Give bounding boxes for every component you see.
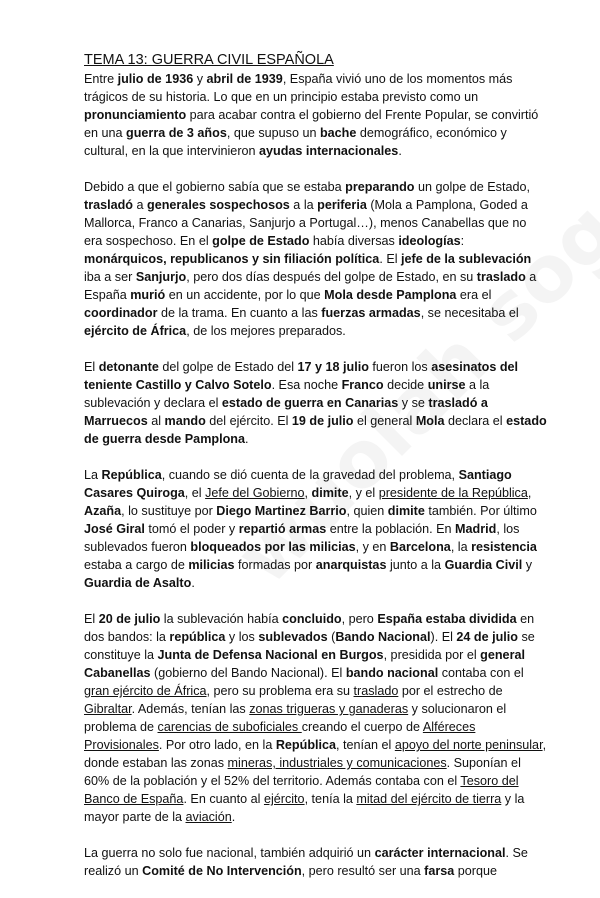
bold-text: estado de guerra desde Pamplona — [84, 414, 547, 446]
text-run: , pero dos días después del golpe de Estado, en su — [186, 270, 477, 284]
text-run: porque — [454, 864, 497, 878]
bold-text: 19 de julio — [291, 414, 354, 428]
bold-text: fuerzas armadas — [321, 306, 421, 320]
bold-text: golpe de Estado — [212, 234, 310, 248]
bold-text: Madrid — [455, 522, 497, 536]
text-run: tomó el poder y — [144, 522, 239, 536]
text-run: iba a ser — [84, 270, 136, 284]
text-run: , que supuso un — [226, 126, 320, 140]
text-run: , el — [184, 486, 206, 500]
underlined-text: Jefe del Gobierno — [205, 486, 305, 500]
text-run: formadas por — [234, 558, 316, 572]
bold-text: Guardia Civil — [444, 558, 523, 572]
text-run: , — [527, 486, 532, 500]
text-run: . El — [379, 252, 402, 266]
bold-text: República — [101, 468, 162, 482]
text-run: a — [133, 198, 148, 212]
text-run: y solucionaron el problema de — [84, 702, 507, 734]
text-run: Entre — [84, 72, 118, 86]
underlined-text: traslado — [353, 684, 399, 698]
text-run: demográfico, económico y cultural, en la que intervinieron — [84, 126, 507, 158]
bold-text: república — [169, 630, 226, 644]
text-run: , España vivió uno de los momentos más trágicos de su historia. Lo que en un principio estaba previsto como un — [84, 72, 513, 104]
underlined-text: zonas trigueras y ganaderas — [249, 702, 409, 716]
bold-text: ayudas internacionales — [259, 144, 399, 158]
bold-text: unirse — [427, 378, 466, 392]
bold-text: trasladó a Marruecos — [84, 396, 488, 428]
text-run: , y el — [348, 486, 379, 500]
underlined-text: gran ejército de África — [84, 684, 207, 698]
text-run: , de los mejores preparados. — [186, 324, 346, 338]
text-run: ). El — [430, 630, 457, 644]
bold-text: repartió armas — [238, 522, 327, 536]
text-run: también. Por último — [424, 504, 537, 518]
underlined-text: Tesoro del Banco de España — [84, 774, 519, 806]
text-run: (gobierno del Bando Nacional). El — [150, 666, 346, 680]
text-run: . — [398, 144, 402, 158]
bold-text: concluido — [282, 612, 342, 626]
text-run: La guerra no solo fue nacional, también adquirió un — [84, 846, 375, 860]
bold-text: resistencia — [471, 540, 537, 554]
bold-text: anarquistas — [315, 558, 387, 572]
bold-text: bache — [319, 126, 357, 140]
bold-text: Azaña — [84, 504, 122, 518]
bold-text: preparando — [345, 180, 415, 194]
bold-text: 24 de julio — [456, 630, 518, 644]
text-run: estaba a cargo de — [84, 558, 189, 572]
text-run: . — [191, 576, 195, 590]
text-run: , la — [450, 540, 472, 554]
bold-text: ejército de África — [84, 324, 187, 338]
text-run: y la mayor parte de la — [84, 792, 525, 824]
bold-text: carácter internacional — [374, 846, 506, 860]
text-run: declara el — [444, 414, 507, 428]
underlined-text: presidente de la República — [378, 486, 528, 500]
text-run: , donde estaban las zonas — [84, 738, 547, 770]
underlined-text: apoyo del norte peninsular — [394, 738, 543, 752]
underlined-text: Gibraltar — [84, 702, 132, 716]
text-run: , y en — [355, 540, 390, 554]
bold-text: generales sospechosos — [147, 198, 290, 212]
bold-text: abril de 1939 — [206, 72, 283, 86]
text-run: . Esa noche — [271, 378, 342, 392]
paragraph — [84, 466, 548, 592]
text-run: y se — [398, 396, 429, 410]
bold-text: murió — [130, 288, 166, 302]
text-run: , presidida por el — [383, 648, 481, 662]
bold-text: 17 y 18 julio — [297, 360, 369, 374]
paragraph — [84, 610, 548, 826]
bold-text: pronunciamiento — [84, 108, 187, 122]
bold-text: trasladó — [84, 198, 133, 212]
bold-text: coordinador — [84, 306, 158, 320]
bold-text: periferia — [317, 198, 367, 212]
text-run: entre la población. En — [326, 522, 456, 536]
text-run: el general — [353, 414, 416, 428]
text-run: y — [522, 558, 533, 572]
bold-text: España estaba dividida — [377, 612, 517, 626]
bold-text: ideologías — [398, 234, 461, 248]
bold-text: 20 de julio — [98, 612, 161, 626]
text-run: . — [244, 432, 249, 446]
bold-text: Diego Martinez Barrio — [216, 504, 347, 518]
bold-text: Franco — [341, 378, 384, 392]
underlined-text: aviación — [185, 810, 232, 824]
text-run: . Además, tenían las — [131, 702, 250, 716]
bold-text: dimite — [387, 504, 425, 518]
text-run: , pero — [341, 612, 378, 626]
text-run: decide — [383, 378, 428, 392]
text-run: , lo sustituye por — [121, 504, 217, 518]
text-run: en dos bandos: la — [84, 612, 535, 644]
paragraph — [84, 70, 548, 160]
bold-text: dimite — [311, 486, 349, 500]
text-run: había diversas — [309, 234, 399, 248]
text-run: ( — [327, 630, 336, 644]
text-run: , quien — [346, 504, 388, 518]
text-run: por el estrecho de — [398, 684, 503, 698]
text-run: . En cuanto al — [183, 792, 264, 806]
text-run: contaba con el — [438, 666, 524, 680]
text-run: del ejército. El — [205, 414, 292, 428]
text-run: de la trama. En cuanto a las — [157, 306, 322, 320]
bold-text: Barcelona — [389, 540, 451, 554]
bold-text: general Cabanellas — [84, 648, 525, 680]
bold-text: monárquicos, republicanos y sin filiación política — [84, 252, 380, 266]
text-run: : — [460, 234, 465, 248]
bold-text: sublevados — [258, 630, 328, 644]
bold-text: Santiago Casares Quiroga — [84, 468, 512, 500]
document-title: TEMA 13: GUERRA CIVIL ESPAÑOLA — [84, 52, 334, 68]
bold-text: asesinatos del teniente Castillo y Calvo Sotelo — [84, 360, 519, 392]
text-run: , pero resultó ser una — [301, 864, 425, 878]
bold-text: estado de guerra en Canarias — [221, 396, 399, 410]
bold-text: jefe de la sublevación — [401, 252, 532, 266]
bold-text: Mola — [415, 414, 445, 428]
text-run: , se necesitaba el — [420, 306, 519, 320]
bold-text: milicias — [188, 558, 235, 572]
bold-text: Sanjurjo — [135, 270, 187, 284]
underlined-text: carencias de suboficiales — [157, 720, 302, 734]
text-run: y los — [225, 630, 259, 644]
text-run: junto a la — [386, 558, 445, 572]
bold-text: guerra de 3 años — [126, 126, 227, 140]
text-run: . Se realizó un — [84, 846, 528, 878]
bold-text: bloqueados por las milicias — [190, 540, 356, 554]
text-run: (Mola a Pamplona, Goded a Mallorca, Franco a Canarias, Sanjurjo a Portugal…), menos Canabellas que no era sospechoso. En el — [84, 198, 528, 248]
text-run: . Por otro lado, en la — [158, 738, 276, 752]
text-run: se constituye la — [84, 630, 535, 662]
text-run: , tenía la — [304, 792, 357, 806]
paragraph — [84, 844, 548, 880]
paragraph — [84, 358, 548, 448]
bold-text: República — [275, 738, 337, 752]
text-run: , cuando se dió cuenta de la gravedad del problema, — [161, 468, 459, 482]
bold-text: Junta de Defensa Nacional en Burgos — [157, 648, 384, 662]
text-run: a España — [84, 270, 537, 302]
text-run: El — [84, 360, 99, 374]
text-run: un golpe de Estado, — [414, 180, 530, 194]
text-run: . Suponían el 60% de la población y el 52% del territorio. Además contaba con el — [84, 756, 521, 788]
text-run: , pero su problema era su — [206, 684, 354, 698]
text-run: del golpe de Estado del — [158, 360, 298, 374]
text-run: , tenían el — [336, 738, 395, 752]
underlined-text: mitad del ejército de tierra — [356, 792, 502, 806]
text-run: La — [84, 468, 102, 482]
text-run: y — [193, 72, 207, 86]
bold-text: Bando Nacional — [335, 630, 431, 644]
document-page — [84, 50, 548, 898]
document-body — [84, 70, 548, 880]
text-run: Debido a que el gobierno sabía que se estaba — [84, 180, 346, 194]
text-run: era el — [456, 288, 492, 302]
text-run: fueron los — [368, 360, 432, 374]
bold-text: farsa — [424, 864, 455, 878]
bold-text: Mola desde Pamplona — [324, 288, 457, 302]
text-run: . — [231, 810, 236, 824]
text-run: al — [147, 414, 165, 428]
underlined-text: ejército — [263, 792, 305, 806]
text-run: a la — [289, 198, 318, 212]
underlined-text: Alféreces Provisionales — [84, 720, 476, 752]
bold-text: detonante — [98, 360, 159, 374]
paragraph — [84, 178, 548, 340]
bold-text: José Giral — [84, 522, 145, 536]
bold-text: mando — [164, 414, 206, 428]
text-run: , — [304, 486, 312, 500]
text-run: El — [84, 612, 99, 626]
bold-text: bando nacional — [345, 666, 439, 680]
text-run: en un accidente, por lo que — [165, 288, 325, 302]
text-run: creando el cuerpo de — [301, 720, 423, 734]
bold-text: julio de 1936 — [117, 72, 194, 86]
underlined-text: mineras, industriales y comunicaciones — [227, 756, 447, 770]
text-run: la sublevación había — [160, 612, 283, 626]
bold-text: Guardia de Asalto — [84, 576, 192, 590]
text-run: , los sublevados fueron — [84, 522, 520, 554]
bold-text: traslado — [476, 270, 526, 284]
bold-text: Comité de No Intervención — [142, 864, 302, 878]
text-run: a la sublevación y declara el — [84, 378, 490, 410]
text-run: para acabar contra el gobierno del Frente Popular, se convirtió en una — [84, 108, 539, 140]
